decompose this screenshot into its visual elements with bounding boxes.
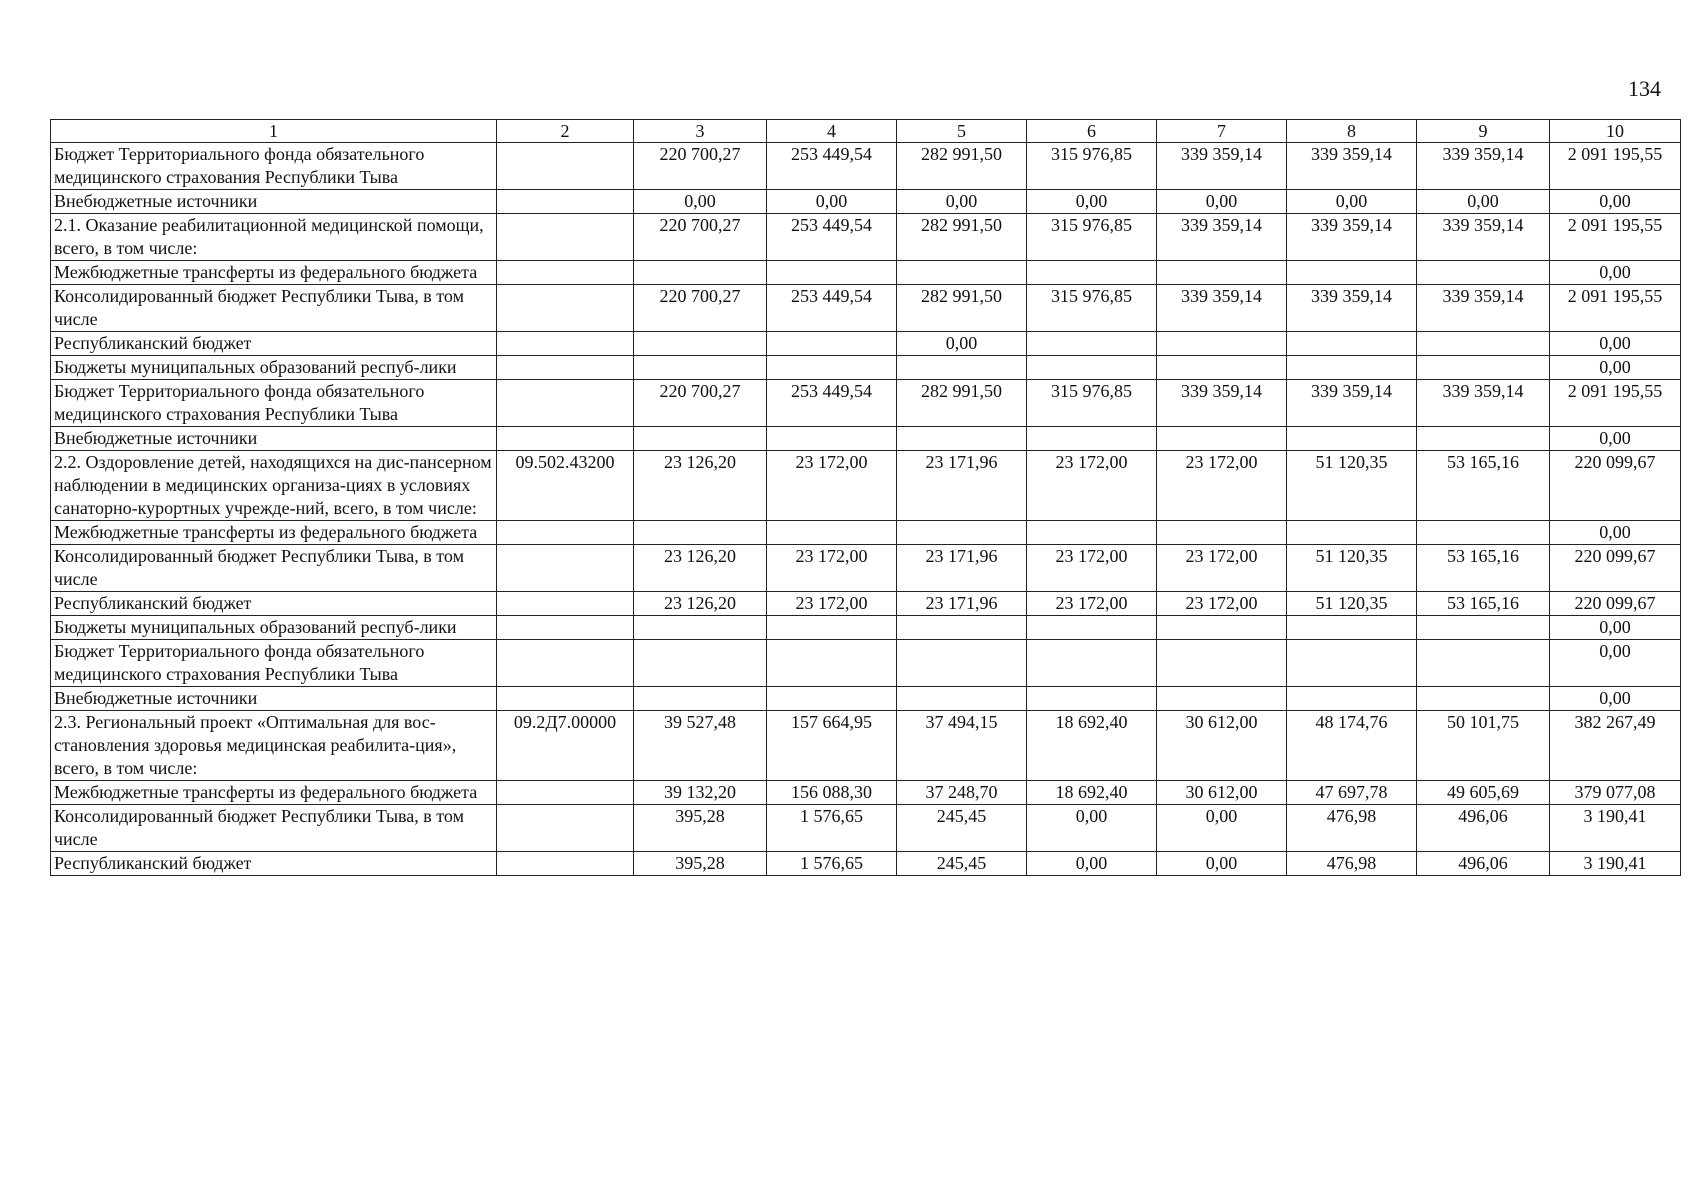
year-value-cell: 0,00 xyxy=(634,190,767,214)
year-value-cell: 395,28 xyxy=(634,805,767,852)
year-value-cell xyxy=(1027,261,1157,285)
total-cell: 3 190,41 xyxy=(1550,852,1681,876)
year-value-cell: 282 991,50 xyxy=(897,214,1027,261)
year-value-cell: 51 120,35 xyxy=(1287,545,1417,592)
total-cell: 3 190,41 xyxy=(1550,805,1681,852)
year-value-cell: 48 174,76 xyxy=(1287,711,1417,781)
budget-code-cell xyxy=(497,332,634,356)
column-header-6: 6 xyxy=(1027,120,1157,143)
year-value-cell: 23 172,00 xyxy=(767,451,897,521)
total-cell: 0,00 xyxy=(1550,332,1681,356)
year-value-cell: 315 976,85 xyxy=(1027,214,1157,261)
year-value-cell xyxy=(1287,521,1417,545)
year-value-cell: 23 171,96 xyxy=(897,545,1027,592)
budget-code-cell: 09.2Д7.00000 xyxy=(497,711,634,781)
row-label: 2.1. Оказание реабилитационной медицинской помощи, всего, в том числе: xyxy=(51,214,497,261)
row-label: Республиканский бюджет xyxy=(51,592,497,616)
year-value-cell: 0,00 xyxy=(1027,805,1157,852)
year-value-cell: 0,00 xyxy=(897,190,1027,214)
year-value-cell: 282 991,50 xyxy=(897,380,1027,427)
budget-code-cell xyxy=(497,214,634,261)
column-header-8: 8 xyxy=(1287,120,1417,143)
year-value-cell xyxy=(1287,640,1417,687)
table-row xyxy=(51,852,1681,876)
year-value-cell xyxy=(1027,427,1157,451)
year-value-cell: 37 494,15 xyxy=(897,711,1027,781)
year-value-cell xyxy=(1157,521,1287,545)
year-value-cell: 18 692,40 xyxy=(1027,781,1157,805)
year-value-cell: 1 576,65 xyxy=(767,852,897,876)
year-value-cell: 23 172,00 xyxy=(767,545,897,592)
total-cell: 2 091 195,55 xyxy=(1550,380,1681,427)
year-value-cell: 23 171,96 xyxy=(897,451,1027,521)
table-row xyxy=(51,640,1681,687)
year-value-cell: 53 165,16 xyxy=(1417,592,1550,616)
year-value-cell: 339 359,14 xyxy=(1157,285,1287,332)
year-value-cell xyxy=(767,640,897,687)
year-value-cell: 282 991,50 xyxy=(897,143,1027,190)
year-value-cell xyxy=(634,427,767,451)
year-value-cell: 315 976,85 xyxy=(1027,143,1157,190)
table-row xyxy=(51,616,1681,640)
year-value-cell xyxy=(767,687,897,711)
table-row xyxy=(51,356,1681,380)
year-value-cell xyxy=(1417,640,1550,687)
year-value-cell: 23 172,00 xyxy=(767,592,897,616)
year-value-cell: 18 692,40 xyxy=(1027,711,1157,781)
year-value-cell xyxy=(634,332,767,356)
budget-code-cell xyxy=(497,190,634,214)
table-row xyxy=(51,143,1681,190)
budget-code-cell xyxy=(497,781,634,805)
year-value-cell xyxy=(1157,356,1287,380)
total-cell: 0,00 xyxy=(1550,640,1681,687)
budget-code-cell: 09.502.43200 xyxy=(497,451,634,521)
year-value-cell: 339 359,14 xyxy=(1287,214,1417,261)
year-value-cell: 339 359,14 xyxy=(1157,143,1287,190)
year-value-cell xyxy=(1417,427,1550,451)
table-row xyxy=(51,380,1681,427)
year-value-cell xyxy=(1417,687,1550,711)
budget-code-cell xyxy=(497,261,634,285)
year-value-cell xyxy=(1287,687,1417,711)
year-value-cell: 220 700,27 xyxy=(634,214,767,261)
table-row xyxy=(51,332,1681,356)
year-value-cell: 245,45 xyxy=(897,805,1027,852)
year-value-cell: 339 359,14 xyxy=(1287,285,1417,332)
year-value-cell xyxy=(1417,356,1550,380)
total-cell: 0,00 xyxy=(1550,616,1681,640)
year-value-cell: 53 165,16 xyxy=(1417,451,1550,521)
year-value-cell: 157 664,95 xyxy=(767,711,897,781)
row-label: Бюджет Территориального фонда обязательного медицинского страхования Республики Тыва xyxy=(51,640,497,687)
budget-code-cell xyxy=(497,427,634,451)
year-value-cell: 253 449,54 xyxy=(767,143,897,190)
budget-code-cell xyxy=(497,805,634,852)
table-row xyxy=(51,687,1681,711)
year-value-cell xyxy=(634,521,767,545)
row-label: Внебюджетные источники xyxy=(51,190,497,214)
row-label: 2.3. Региональный проект «Оптимальная для вос-становления здоровья медицинская реабилита-ция», всего, в том числе: xyxy=(51,711,497,781)
year-value-cell xyxy=(1287,332,1417,356)
year-value-cell: 47 697,78 xyxy=(1287,781,1417,805)
row-label: Внебюджетные источники xyxy=(51,687,497,711)
total-cell: 220 099,67 xyxy=(1550,451,1681,521)
year-value-cell: 315 976,85 xyxy=(1027,285,1157,332)
year-value-cell: 23 172,00 xyxy=(1027,592,1157,616)
row-label: Республиканский бюджет xyxy=(51,852,497,876)
year-value-cell: 23 172,00 xyxy=(1027,451,1157,521)
year-value-cell xyxy=(1027,332,1157,356)
year-value-cell xyxy=(1157,640,1287,687)
total-cell: 0,00 xyxy=(1550,521,1681,545)
year-value-cell: 220 700,27 xyxy=(634,285,767,332)
year-value-cell: 339 359,14 xyxy=(1157,214,1287,261)
year-value-cell xyxy=(1027,616,1157,640)
table-row xyxy=(51,214,1681,261)
table-row xyxy=(51,285,1681,332)
year-value-cell: 51 120,35 xyxy=(1287,451,1417,521)
year-value-cell: 0,00 xyxy=(1157,805,1287,852)
year-value-cell xyxy=(897,261,1027,285)
column-header-10: 10 xyxy=(1550,120,1681,143)
budget-code-cell xyxy=(497,592,634,616)
table-row xyxy=(51,190,1681,214)
year-value-cell: 339 359,14 xyxy=(1417,214,1550,261)
total-cell: 382 267,49 xyxy=(1550,711,1681,781)
year-value-cell xyxy=(1417,616,1550,640)
row-label: Межбюджетные трансферты из федерального бюджета xyxy=(51,521,497,545)
year-value-cell: 0,00 xyxy=(1157,190,1287,214)
total-cell: 0,00 xyxy=(1550,427,1681,451)
year-value-cell xyxy=(897,640,1027,687)
year-value-cell: 339 359,14 xyxy=(1287,143,1417,190)
total-cell: 379 077,08 xyxy=(1550,781,1681,805)
year-value-cell: 253 449,54 xyxy=(767,285,897,332)
year-value-cell: 0,00 xyxy=(1417,190,1550,214)
table-row xyxy=(51,521,1681,545)
row-label: Консолидированный бюджет Республики Тыва, в том числе xyxy=(51,545,497,592)
year-value-cell: 0,00 xyxy=(1027,852,1157,876)
row-label: Республиканский бюджет xyxy=(51,332,497,356)
budget-code-cell xyxy=(497,143,634,190)
table-row xyxy=(51,711,1681,781)
year-value-cell: 339 359,14 xyxy=(1157,380,1287,427)
total-cell: 2 091 195,55 xyxy=(1550,143,1681,190)
table-row xyxy=(51,261,1681,285)
year-value-cell: 23 172,00 xyxy=(1157,592,1287,616)
year-value-cell: 282 991,50 xyxy=(897,285,1027,332)
year-value-cell: 0,00 xyxy=(897,332,1027,356)
year-value-cell: 0,00 xyxy=(1157,852,1287,876)
page-number: 134 xyxy=(1628,76,1661,101)
year-value-cell xyxy=(1027,640,1157,687)
row-label: Бюджет Территориального фонда обязательного медицинского страхования Республики Тыва xyxy=(51,380,497,427)
year-value-cell xyxy=(1027,521,1157,545)
row-label: 2.2. Оздоровление детей, находящихся на дис-пансерном наблюдении в медицинских организа-циях в условиях санаторно-курортных учрежде-ний, всего, в том числе: xyxy=(51,451,497,521)
year-value-cell xyxy=(1027,687,1157,711)
column-header-7: 7 xyxy=(1157,120,1287,143)
row-label: Бюджеты муниципальных образований респуб-лики xyxy=(51,616,497,640)
year-value-cell xyxy=(634,616,767,640)
year-value-cell xyxy=(767,521,897,545)
budget-code-cell xyxy=(497,687,634,711)
total-cell: 0,00 xyxy=(1550,356,1681,380)
year-value-cell: 253 449,54 xyxy=(767,380,897,427)
year-value-cell: 23 126,20 xyxy=(634,451,767,521)
year-value-cell xyxy=(767,427,897,451)
year-value-cell xyxy=(634,261,767,285)
year-value-cell: 339 359,14 xyxy=(1417,285,1550,332)
row-label: Консолидированный бюджет Республики Тыва, в том числе xyxy=(51,285,497,332)
year-value-cell xyxy=(1417,332,1550,356)
year-value-cell xyxy=(1287,356,1417,380)
year-value-cell: 39 132,20 xyxy=(634,781,767,805)
total-cell: 2 091 195,55 xyxy=(1550,285,1681,332)
budget-code-cell xyxy=(497,545,634,592)
row-label: Межбюджетные трансферты из федерального бюджета xyxy=(51,261,497,285)
total-cell: 220 099,67 xyxy=(1550,545,1681,592)
year-value-cell xyxy=(767,356,897,380)
year-value-cell: 245,45 xyxy=(897,852,1027,876)
year-value-cell xyxy=(767,261,897,285)
column-header-3: 3 xyxy=(634,120,767,143)
column-header-4: 4 xyxy=(767,120,897,143)
year-value-cell: 1 576,65 xyxy=(767,805,897,852)
column-header-2: 2 xyxy=(497,120,634,143)
year-value-cell: 23 172,00 xyxy=(1157,545,1287,592)
table-row xyxy=(51,805,1681,852)
year-value-cell: 496,06 xyxy=(1417,805,1550,852)
year-value-cell: 30 612,00 xyxy=(1157,781,1287,805)
year-value-cell: 220 700,27 xyxy=(634,143,767,190)
year-value-cell: 476,98 xyxy=(1287,805,1417,852)
year-value-cell xyxy=(1157,687,1287,711)
budget-code-cell xyxy=(497,380,634,427)
year-value-cell: 23 126,20 xyxy=(634,545,767,592)
budget-code-cell xyxy=(497,521,634,545)
year-value-cell xyxy=(1417,521,1550,545)
year-value-cell xyxy=(1287,616,1417,640)
year-value-cell: 339 359,14 xyxy=(1417,143,1550,190)
year-value-cell xyxy=(1157,332,1287,356)
year-value-cell xyxy=(897,521,1027,545)
year-value-cell xyxy=(1157,427,1287,451)
year-value-cell: 50 101,75 xyxy=(1417,711,1550,781)
year-value-cell: 30 612,00 xyxy=(1157,711,1287,781)
year-value-cell xyxy=(897,356,1027,380)
year-value-cell: 156 088,30 xyxy=(767,781,897,805)
year-value-cell xyxy=(897,427,1027,451)
year-value-cell: 0,00 xyxy=(767,190,897,214)
header-row xyxy=(51,120,1681,143)
year-value-cell: 0,00 xyxy=(1287,190,1417,214)
year-value-cell xyxy=(1157,616,1287,640)
year-value-cell: 339 359,14 xyxy=(1287,380,1417,427)
budget-code-cell xyxy=(497,356,634,380)
column-header-9: 9 xyxy=(1417,120,1550,143)
row-label: Внебюджетные источники xyxy=(51,427,497,451)
budget-table xyxy=(50,119,1681,876)
year-value-cell xyxy=(1417,261,1550,285)
budget-code-cell xyxy=(497,852,634,876)
table-row xyxy=(51,545,1681,592)
year-value-cell: 53 165,16 xyxy=(1417,545,1550,592)
year-value-cell: 0,00 xyxy=(1027,190,1157,214)
budget-code-cell xyxy=(497,616,634,640)
table-row xyxy=(51,451,1681,521)
total-cell: 0,00 xyxy=(1550,687,1681,711)
year-value-cell: 23 172,00 xyxy=(1157,451,1287,521)
year-value-cell: 37 248,70 xyxy=(897,781,1027,805)
year-value-cell xyxy=(634,640,767,687)
year-value-cell xyxy=(1157,261,1287,285)
year-value-cell: 23 126,20 xyxy=(634,592,767,616)
year-value-cell: 339 359,14 xyxy=(1417,380,1550,427)
year-value-cell: 395,28 xyxy=(634,852,767,876)
column-header-5: 5 xyxy=(897,120,1027,143)
total-cell: 0,00 xyxy=(1550,190,1681,214)
table-body xyxy=(51,143,1681,876)
year-value-cell: 39 527,48 xyxy=(634,711,767,781)
year-value-cell: 476,98 xyxy=(1287,852,1417,876)
year-value-cell: 23 172,00 xyxy=(1027,545,1157,592)
year-value-cell: 49 605,69 xyxy=(1417,781,1550,805)
total-cell: 0,00 xyxy=(1550,261,1681,285)
year-value-cell xyxy=(1287,427,1417,451)
year-value-cell xyxy=(897,616,1027,640)
row-label: Межбюджетные трансферты из федерального бюджета xyxy=(51,781,497,805)
year-value-cell xyxy=(767,616,897,640)
column-header-1: 1 xyxy=(51,120,497,143)
year-value-cell: 51 120,35 xyxy=(1287,592,1417,616)
year-value-cell: 315 976,85 xyxy=(1027,380,1157,427)
year-value-cell: 23 171,96 xyxy=(897,592,1027,616)
table-row xyxy=(51,427,1681,451)
row-label: Бюджет Территориального фонда обязательного медицинского страхования Республики Тыва xyxy=(51,143,497,190)
total-cell: 2 091 195,55 xyxy=(1550,214,1681,261)
year-value-cell: 496,06 xyxy=(1417,852,1550,876)
year-value-cell xyxy=(897,687,1027,711)
row-label: Бюджеты муниципальных образований респуб-лики xyxy=(51,356,497,380)
budget-code-cell xyxy=(497,285,634,332)
table-row xyxy=(51,781,1681,805)
row-label: Консолидированный бюджет Республики Тыва, в том числе xyxy=(51,805,497,852)
year-value-cell: 253 449,54 xyxy=(767,214,897,261)
budget-code-cell xyxy=(497,640,634,687)
year-value-cell xyxy=(1027,356,1157,380)
year-value-cell: 220 700,27 xyxy=(634,380,767,427)
year-value-cell xyxy=(634,687,767,711)
year-value-cell xyxy=(767,332,897,356)
year-value-cell xyxy=(1287,261,1417,285)
year-value-cell xyxy=(634,356,767,380)
total-cell: 220 099,67 xyxy=(1550,592,1681,616)
table-row xyxy=(51,592,1681,616)
